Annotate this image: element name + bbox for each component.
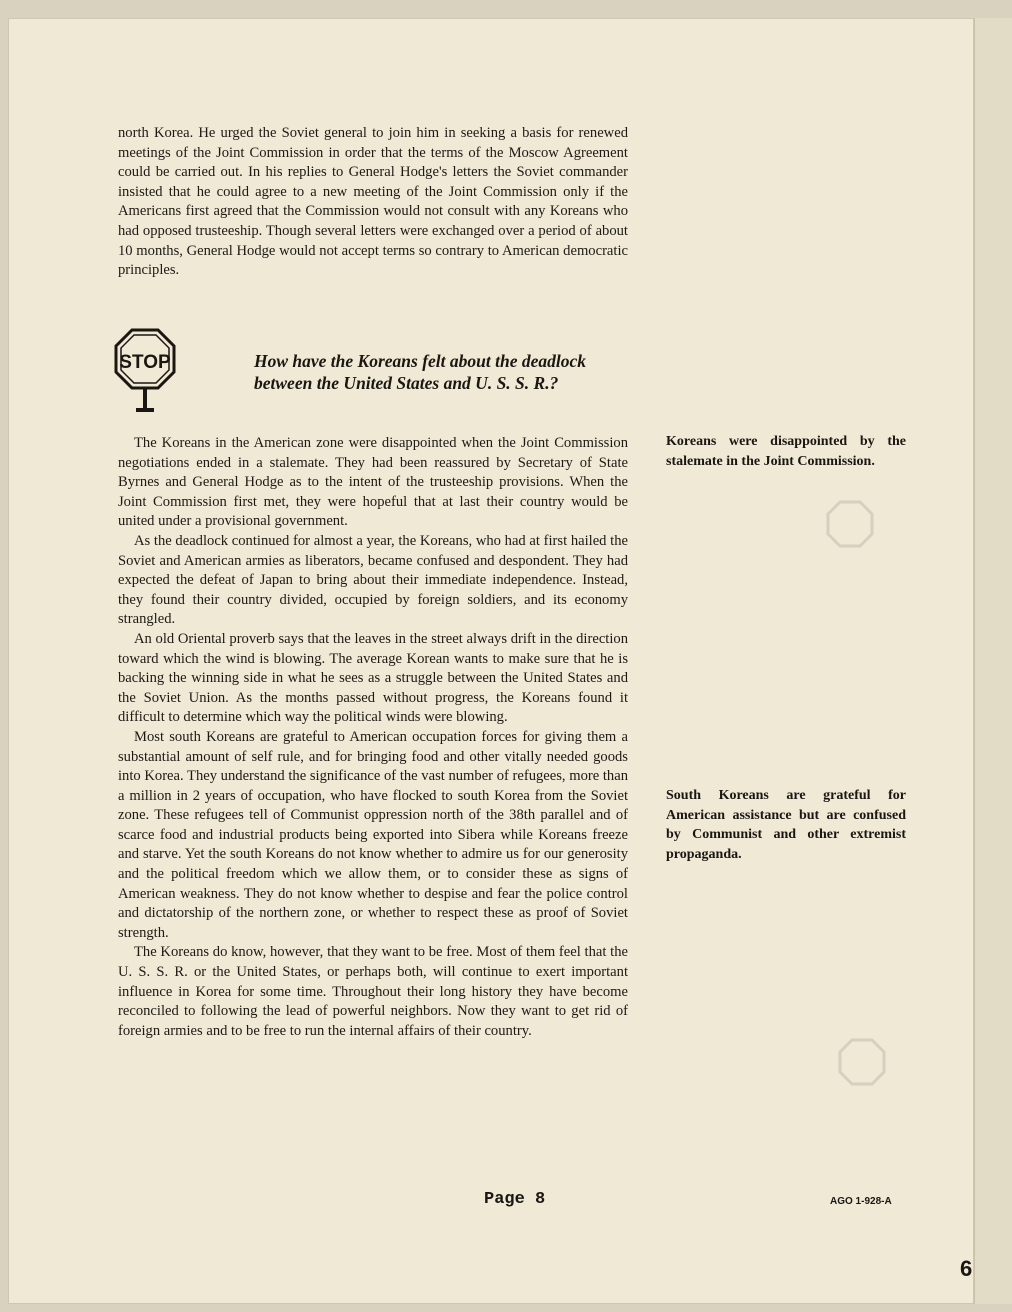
stop-sign-label: STOP <box>119 352 171 373</box>
body-text-block <box>118 434 628 1041</box>
bleed-through-stop-icon-2 <box>838 1038 886 1108</box>
form-code: AGO 1-928-A <box>830 1196 892 1207</box>
side-note-disappointed: Koreans were disappointed by the stalemate in the Joint Commission. <box>666 434 906 469</box>
body-paragraph: As the deadlock continued for almost a year, the Koreans, who had at first hailed the Soviet and American armies as liberators, became confused and despondent. They had expected the defeat of Japan to bring about their immediate independence. Instead, they found their country divided, occupied by foreign soldiers, and its economy strangled. <box>118 532 628 628</box>
bleed-through-stop-icon <box>826 500 874 570</box>
stop-question-block <box>114 326 634 418</box>
intro-text-block <box>118 124 628 281</box>
corner-page-number: 6 <box>960 1256 973 1281</box>
page-number: Page 8 <box>484 1190 546 1209</box>
stop-question-heading: How have the Koreans felt about the deadlock between the United States and U. S. S. R.? <box>254 351 587 393</box>
body-paragraph: The Koreans do know, however, that they want to be free. Most of them feel that the U. S. S. R. or the United States, or perhaps both, will continue to exert important influence in Korea for some time. Throughout their long history they have become reconciled to following the lead of powerful neighbors. Now they want to get rid of foreign armies and to be free to run the internal affairs of their country. <box>118 944 628 1039</box>
body-paragraph: An old Oriental proverb says that the leaves in the street always drift in the direction toward which the wind is blowing. The average Korean wants to make sure that he is backing the winning side in what he sees as a struggle between the United States and the Soviet Union. As the months passed without progress, the Koreans found it difficult to determine which way the political winds were blowing. <box>118 630 628 726</box>
adjacent-page-edge <box>974 18 1012 1304</box>
side-note-grateful: South Koreans are grateful for American assistance but are confused by Communist and other extremist propaganda. <box>666 788 906 862</box>
intro-paragraph: north Korea. He urged the Soviet general to join him in seeking a basis for renewed meetings of the Joint Commission in order that the terms of the Moscow Agreement could be carried out. In his replies to General Hodge's letters the Soviet commander insisted that he could agree to a new meeting of the Joint Commission only if the Americans first agreed that the Commission would not consult with any Koreans who had opposed trusteeship. Though several letters were exchanged over a period of about 10 months, General Hodge would not accept terms so contrary to American democratic principles. <box>118 125 628 279</box>
body-paragraph: The Koreans in the American zone were disappointed when the Joint Commission negotiations ended in a stalemate. They had been reassured by Secretary of State Byrnes and General Hodge as to the intent of the trusteeship provisions. When the Joint Commission first met, they were hopeful that at last their country would be united under a provisional government. <box>118 435 628 530</box>
stop-sign-icon <box>114 326 176 416</box>
body-paragraph: Most south Koreans are grateful to American occupation forces for giving them a substantial amount of self rule, and for bringing food and other vitally needed goods into Korea. They understand the significance of the vast number of refugees, more than a million in 2 years of occupation, who have flocked to south Korea from the Soviet zone. These refugees tell of Communist oppression north of the 38th parallel and of scarce food and industrial products being exported into Sibera while Koreans freeze and starve. Yet the south Koreans do not know whether to admire us for our generosity and the political freedom which we allow them, or to consider these as signs of American weakness. They do not know whether to despise and fear the police control and dictatorship of the northern zone, or whether to respect these as proof of Soviet strength. <box>118 728 628 941</box>
